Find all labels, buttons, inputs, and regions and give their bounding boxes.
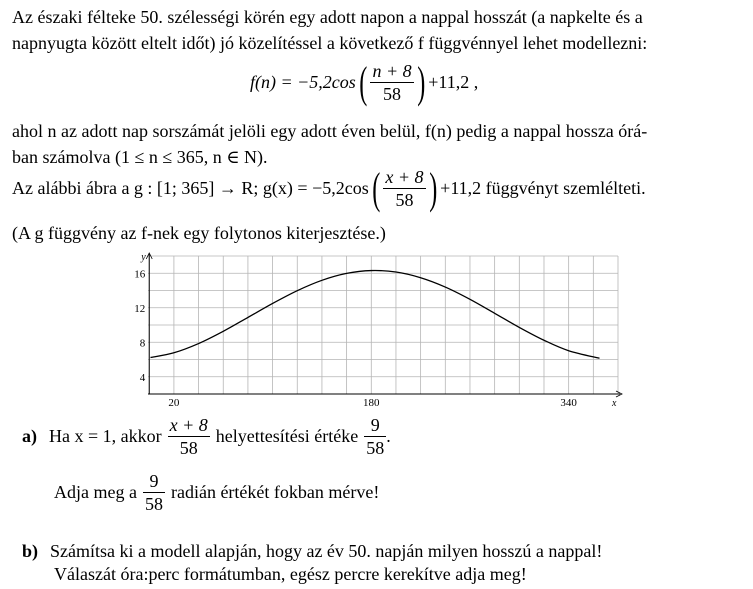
task-a-num-1: x + 8 <box>169 415 208 435</box>
task-a-line2-post: radián értékét fokban mérve! <box>170 482 380 502</box>
task-a-line2-pre: Adja meg a <box>54 482 137 502</box>
left-paren: ( <box>372 163 381 213</box>
task-a-fraction-3 <box>143 470 165 515</box>
g-function-chart <box>120 250 625 408</box>
task-a-line-1 <box>22 414 391 459</box>
x-tick-label: 340 <box>560 397 577 408</box>
intro-line-1: Az északi félteke 50. szélességi körén egy adott napon a nappal hosszát (a napkelte és a <box>12 7 643 27</box>
formula-f-lhs: f(n) = −5,2cos <box>250 72 356 92</box>
formula-f-numerator: n + 8 <box>372 61 412 81</box>
task-a-den-3: 58 <box>144 494 163 514</box>
y-axis-label: y <box>141 252 146 263</box>
left-paren: ( <box>359 57 368 107</box>
explain-line-1: ahol n az adott nap sorszámát jelöli egy adott éven belül, f(n) pedig a nappal hossza órá- <box>12 121 648 141</box>
right-paren: ) <box>416 57 425 107</box>
series-line-g <box>150 271 599 359</box>
note-line: (A g függvény az f-nek egy folytonos kiterjesztése.) <box>12 223 386 243</box>
task-a-mid: helyettesítési értéke <box>215 426 359 446</box>
formula-f-fraction <box>370 60 413 105</box>
g-definition-before: Az alábbi ábra a g : [1; 365] → R; g(x) = −5,2cos <box>12 178 369 198</box>
task-b-line-1 <box>22 540 602 562</box>
y-tick-label: 16 <box>134 268 146 281</box>
task-a-fraction-1 <box>168 414 210 459</box>
task-a-den-2: 58 <box>366 438 385 458</box>
x-tick-label: 180 <box>363 397 380 408</box>
task-a-fraction-2 <box>364 414 386 459</box>
g-fraction <box>383 166 425 211</box>
y-tick-label: 12 <box>134 302 146 315</box>
task-a-label: a) <box>22 426 37 446</box>
task-b-label: b) <box>22 541 39 561</box>
x-tick-label: 20 <box>168 397 180 408</box>
formula-f-denominator: 58 <box>383 84 402 104</box>
x-axis-label: x <box>612 398 617 408</box>
explain-line-2: ban számolva (1 ≤ n ≤ 365, n ∈ N). <box>12 147 268 167</box>
task-a-end: . <box>386 426 391 446</box>
task-b-text-1: Számítsa ki a modell alapján, hogy az év 50. napján milyen hosszú a nappal! <box>50 541 603 561</box>
right-paren: ) <box>428 163 437 213</box>
task-a-pre: Ha x = 1, akkor <box>49 426 162 446</box>
task-b-line-2: Válaszát óra:perc formátumban, egész percre kerekítve adja meg! <box>54 564 527 584</box>
g-definition <box>12 163 646 213</box>
task-a-line-2 <box>54 470 379 515</box>
g-definition-after: +11,2 függvényt szemlélteti. <box>440 178 646 198</box>
g-denominator: 58 <box>395 190 414 210</box>
g-numerator: x + 8 <box>385 167 424 187</box>
task-a-num-2: 9 <box>364 414 386 437</box>
y-tick-label: 8 <box>139 337 146 350</box>
y-tick-label: 4 <box>139 371 146 384</box>
intro-line-2: napnyugta között eltelt időt) jó közelítéssel a következő f függvénnyel lehet modellezni: <box>12 33 648 53</box>
task-a-num-3: 9 <box>143 470 165 493</box>
formula-f-rhs: +11,2 , <box>428 72 479 92</box>
task-a-den-1: 58 <box>179 438 198 458</box>
formula-f <box>250 57 479 107</box>
